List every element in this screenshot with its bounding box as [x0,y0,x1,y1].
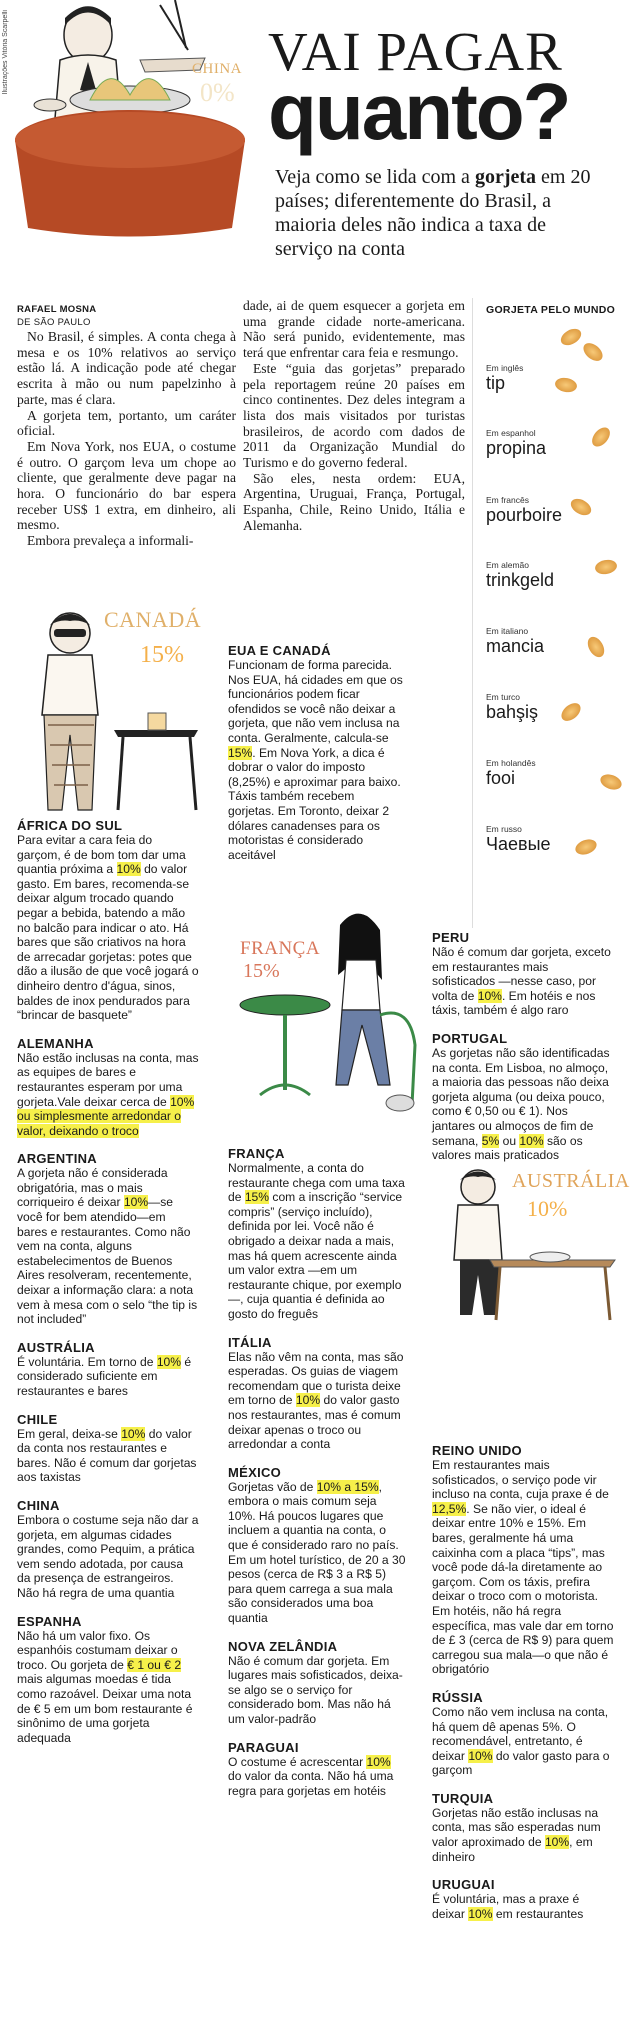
entry-africa [17,818,199,1023]
vocab-item: Em francês pourboire [486,495,563,525]
coin-icon [568,495,594,518]
entry-title: URUGUAI [432,1877,495,1893]
entry-title: CHINA [17,1497,60,1513]
china-pct: 0% [200,78,235,107]
entry-russia [432,1690,614,1778]
australia-pct: 10% [527,1196,568,1221]
intro-column-2 [243,298,465,534]
entry-argentina [17,1151,199,1327]
franca-illustration [230,905,430,1115]
intro-paragraph: Em Nova York, nos EUA, o costume é outro. O garçom leva um chope ao cliente, que geralmente deve pagar na hora. O funcionário do bar espera receber US$ 1 extra, em dinheiro, ali mesmo. [17,438,236,533]
entry-title: TURQUIA [432,1790,494,1806]
australia-label: AUSTRÁLIA [512,1170,630,1192]
column-1-entries [17,818,199,1745]
vocab-item: Em holandês fooi [486,758,536,788]
column-3-bottom-entries [432,1443,614,1921]
entry-nz [228,1639,406,1727]
entry-title: ARGENTINA [17,1151,97,1167]
entry-title: ESPANHA [17,1613,82,1629]
entry-body: Não é comum dar gorjeta. Em lugares mais sofisticados, deixa-se algo se o serviço for considerado bom. Mas não há um valor-padrão [228,1653,403,1726]
illustration-credit: Ilustrações Vitória Scarpelli [2,10,9,95]
coin-icon [598,772,623,793]
entry-portugal [432,1031,614,1163]
intro-paragraph: No Brasil, é simples. A conta chega à mesa e os 10% relativos ao serviço estão lá. A indicação pode até chegar escrita à mão ou num papelzinho à parte, mas é clara. [17,329,236,407]
entry-title: MÉXICO [228,1464,282,1480]
coin-icon [589,424,614,450]
entry-body: As gorjetas não são identificadas na conta. Em Lisboa, no almoço, a maioria das pessoas não deixa gorjeta alguma (ou deixa pouco, como € 0,50 ou € 1). Nos jantares ou almoços de fim de semana, 5% ou 10% são os valores mais praticados [432,1045,610,1163]
china-illustration [10,0,250,245]
entry-australia [17,1340,199,1399]
intro-paragraph: São eles, nesta ordem: EUA, Argentina, Uruguai, França, Portugal, Espanha, Chile, Reino Unido, Itália e Alemanha. [243,470,465,533]
entry-body: É voluntária. Em torno de 10% é considerado suficiente em restaurantes e bares [17,1354,192,1398]
entry-body: Como não vem inclusa na conta, há quem dê apenas 5%. O recomendável, entretanto, é deixar 10% do valor gasto para o garçom [432,1704,610,1778]
vocab-item: Em russo Чаевые [486,824,551,854]
entry-body: Para evitar a cara feia do garçom, é de bom tom dar uma quantia próxima a 10% do valor gasto. Em bares, recomenda-se deixar algum trocado quando pegar a bebida, batendo a mão no balcão para indicar o ato. Há bares que são criativos na hora de arrecadar gorjetas: potes que dão a ilusão de que você jogará o dinheiro dentro d'água, sinos, baldes de inox pendurados para “brincar de basquete” [17,833,199,1023]
entry-body: É voluntária, mas a praxe é deixar 10% em restaurantes [432,1892,584,1921]
entry-body: Elas não vêm na conta, mas são esperadas. Os guias de viagem recomendam que o turista deixe em torno de 10% do valor gasto nos restaurantes, mas é comum deixar apenas o troco ou arredondar a conta [228,1349,404,1452]
vocab-item: Em alemão trinkgeld [486,560,555,590]
intro-column-1 [17,329,236,549]
entry-title: PERU [432,930,470,945]
subtitle: Veja como se lida com a gorjeta em 20 países; diferentemente do Brasil, a maioria deles não indica a taxa de serviço na conta [275,166,591,260]
entry-title: CHILE [17,1411,58,1427]
entry-body: Em geral, deixa-se 10% do valor da conta nos restaurantes e bares. Não é comum dar gorjetas aos taxistas [17,1426,197,1485]
entry-chile [17,1412,199,1485]
coin-icon [584,634,607,660]
entry-eua [228,643,403,862]
entry-title: PORTUGAL [432,1030,508,1046]
intro-paragraph: A gorjeta tem, portanto, um caráter oficial. [17,407,236,439]
coin-icon [580,340,606,365]
vocab-title: GORJETA PELO MUNDO [486,304,616,316]
headline-line-2: quanto? [268,67,570,156]
entry-paraguai [228,1740,406,1799]
entry-peru [432,930,614,1018]
intro-paragraph: dade, ai de quem esquecer a gorjeta em uma grande cidade norte-americana. Não será punido, evidentemente, mas terá que enfrentar cara feia e resmungo. [243,298,465,361]
entry-italia [228,1335,406,1452]
vocab-item: Em espanhol propina [486,428,547,458]
coin-icon [558,325,584,348]
entry-title: FRANÇA [228,1146,285,1161]
byline-location: DE SÃO PAULO [17,317,91,328]
coin-icon [594,558,618,576]
entry-title: RÚSSIA [432,1689,483,1705]
entry-body: Funcionam de forma parecida. Nos EUA, há cidades em que os funcionários podem ficar ofendidos se você não deixar a gorjeta, que não vem inclusa na conta. Geralmente, calcula-se 15%. Em Nova York, a dica é dobrar o valor do imposto (8,25%) e aproximar para baixo. Táxis também recebem gorjetas. Em Toronto, deixar 2 dólares canadenses para os motoristas é considerado aceitável [228,658,403,862]
entry-reino [432,1443,614,1677]
entry-turquia [432,1791,614,1864]
entry-title: ALEMANHA [17,1035,94,1051]
entry-alemanha [17,1036,199,1139]
entry-title: REINO UNIDO [432,1443,522,1458]
vocab-item: Em inglês tip [486,363,524,393]
canada-pct: 15% [140,642,184,668]
entry-body: Não há um valor fixo. Os espanhóis costumam deixar o troco. Ou gorjeta de € 1 ou € 2 mais algumas moedas é tida como razoável. Deixar uma nota de € 5 em um bom restaurante é sinônimo de uma gorjeta adequada [17,1628,193,1745]
china-label: CHINA [192,61,242,77]
entry-china [17,1498,199,1601]
headline-line-1: VAI PAGAR [268,21,563,82]
entry-espanha [17,1614,199,1746]
vocab-item: Em italiano mancia [486,626,545,656]
intro-paragraph: Este “guia das gorjetas” preparado pela reportagem reúne 20 países em cinco continentes. Dez deles integram a lista dos mais visitados por turistas brasileiros, de acordo com dados de 2011 da Organização Mundial do Turismo e do governo federal. [243,360,465,471]
coin-icon [573,837,598,858]
coin-icon [558,700,584,725]
entry-body: Gorjetas vão de 10% a 15%, embora o mais comum seja 10%. Há poucos lugares que incluem a quantia na conta, o que é considerado raro no país. Em um hotel turístico, de 20 a 30 pesos (cerca de R$ 3 a R$ 5) para quem carrega a sua mala são considerados uma boa quantia [228,1479,406,1626]
entry-title: EUA E CANADÁ [228,643,331,658]
entry-body: Não estão inclusas na conta, mas as equipes de bares e restaurantes esperam por uma gorjeta.Vale deixar cerca de 10% ou simplesmente arredondar o valor, deixando o troco [17,1050,199,1138]
byline-author: RAFAEL MOSNA [17,304,97,315]
entry-body: A gorjeta não é considerada obrigatória, mas o mais corriqueiro é deixar 10%—se você for bem atendido—em bares e restaurantes. Como não vem na conta, alguns estabelecimentos de Buenos Aires resolveram, recentemente, deixar a informação clara: a nota vem à mesa com o selo “the tip is not included” [17,1166,198,1327]
entry-title: PARAGUAI [228,1739,299,1755]
canada-illustration [18,605,218,820]
column-divider [472,298,473,928]
franca-label: FRANÇA [240,938,321,959]
entry-body: Embora o costume seja não dar a gorjeta, em algumas cidades grandes, como Pequim, a prática vem sendo adotada, por causa da presença de estrangeiros. Não há regra de uma quantia [17,1512,199,1600]
entry-body: Em restaurantes mais sofisticados, o serviço pode vir incluso na conta, cuja praxe é de 12,5%. Se não vier, o ideal é deixar entre 10% e 15%. Em bares, geralmente há uma caixinha com a placa “tips”, mas você pode dá-la diretamente ao garçom. Com os táxis, prefira deixar o troco com o motorista. Em hotéis, não há regra específica, mas vale dar em torno de £ 3 (cerca de R$ 9) para quem carregou sua mala—o que não é obrigatório [432,1458,614,1677]
intro-paragraph: Embora prevaleça a informali- [27,533,194,549]
entry-title: ÁFRICA DO SUL [17,818,123,833]
entry-title: AUSTRÁLIA [17,1339,95,1355]
entry-body: Normalmente, a conta do restaurante chega com uma taxa de 15% com a inscrição “service compris” (serviço incluído), definida por lei. Você não é obrigado a deixar nada a mais, mas há quem acrescente ainda um valor extra —em um restaurante chique, por exemplo—, cuja quantia é definida ao gosto do freguês [228,1161,405,1321]
column-2-entries [228,1146,406,1798]
entry-franca [228,1146,406,1322]
entry-title: ITÁLIA [228,1334,272,1350]
vocab-item: Em turco bahşiş [486,692,539,722]
coin-icon [554,376,578,394]
column-3-top-entries [432,930,614,1163]
entry-uruguai [432,1877,614,1921]
entry-body: Não é comum dar gorjeta, exceto em restaurantes mais sofisticados —nesse caso, por volta de 10%. Em hotéis e nos táxis, também é algo raro [432,945,611,1018]
entry-title: NOVA ZELÂNDIA [228,1638,338,1654]
entry-body: Gorjetas não estão inclusas na conta, mas são esperadas num valor aproximado de 10%, em dinheiro [432,1805,601,1864]
entry-mexico [228,1465,406,1626]
entry-body: O costume é acrescentar 10% do valor da conta. Não há uma regra para gorjetas em hotéis [228,1754,394,1798]
canada-label: CANADÁ [104,607,202,632]
franca-pct: 15% [243,960,280,982]
